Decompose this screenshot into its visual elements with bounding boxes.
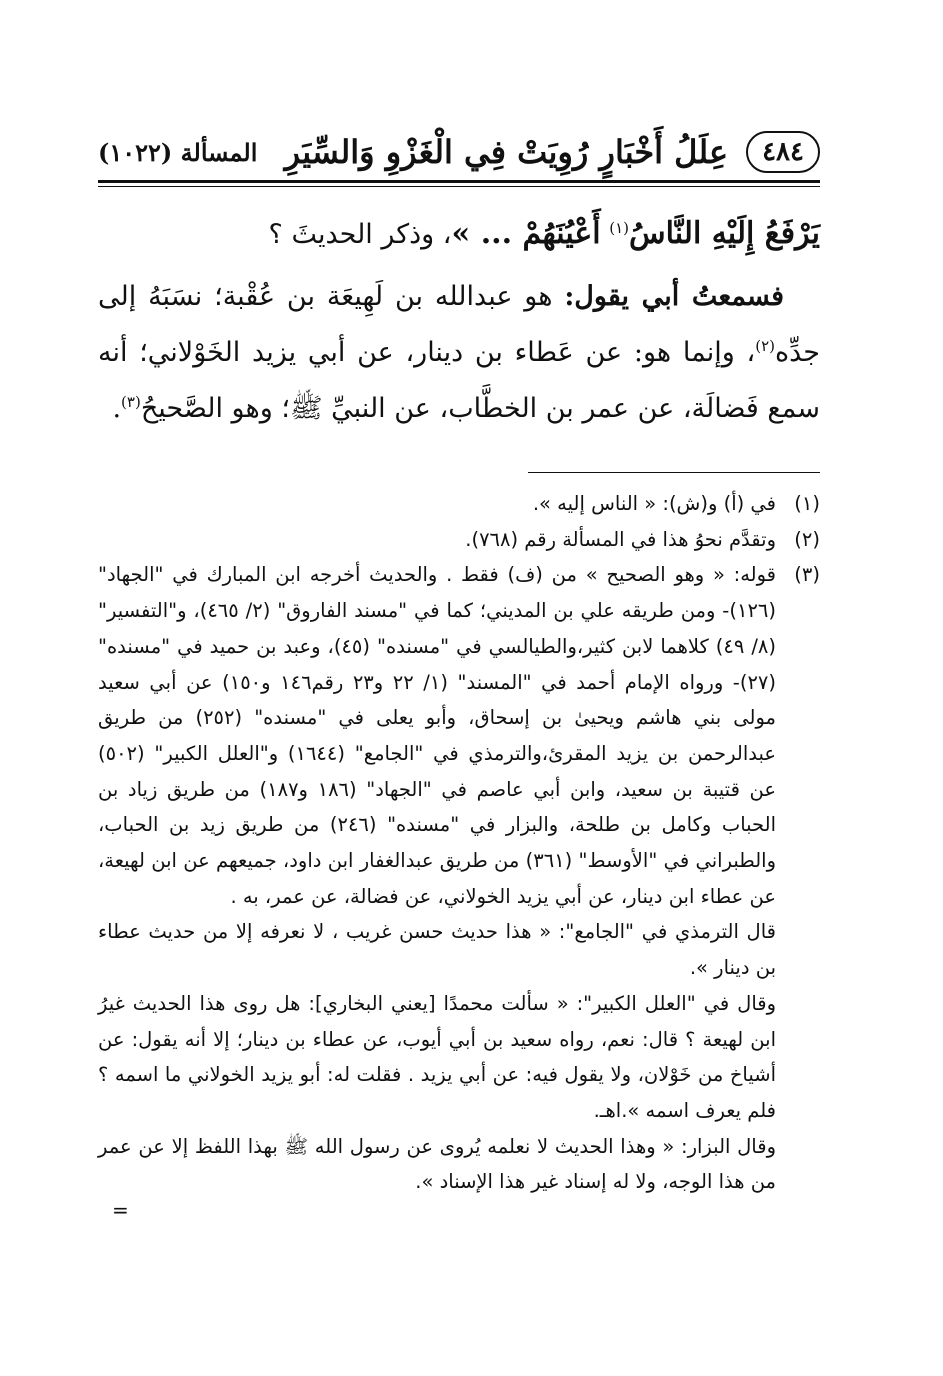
- main-paragraph-1: [98, 206, 820, 263]
- footnote-2: [98, 522, 820, 558]
- footnote-1-mark: (١): [794, 492, 820, 515]
- continuation-mark: =: [112, 1198, 129, 1223]
- footnote-2-text: وتقدَّم نحوُ هذا في المسألة رقم (٧٦٨).: [465, 527, 776, 551]
- header-rule-thick: [98, 180, 820, 183]
- paragraph-2-text-2: ، وإنما هو: عن عَطاء بن دينار، عن أبي يزيد الخَوْلاني؛ أنه سمع فَضالَة، عن عمر بن الخطَّاب، عن النبيِّ ﷺ؛ وهو الصَّحيحُ: [98, 337, 820, 424]
- footnote-ref-3: (٣): [121, 393, 141, 411]
- main-text: [98, 206, 820, 437]
- footnote-2-mark: (٢): [794, 527, 820, 551]
- page-header: [98, 128, 820, 176]
- main-paragraph-2: [98, 269, 820, 437]
- paragraph-lead: فسمعتُ أبي يقول:: [564, 281, 784, 312]
- paragraph-1-tail: ، وذكر الحديثَ ؟: [268, 219, 452, 250]
- footnote-3-paragraph-1: قوله: « وهو الصحيح » من (ف) فقط . والحديث أخرجه ابن المبارك في "الجهاد" (١٢٦)- ومن طريقه علي بن المديني؛ كما في "مسند الفاروق" (٢/ ٤٦٥)، و"التفسير" (٨/ ٤٩) كلاهما لابن كثير،والطيالسي في "مسنده" (٤٥)، وعبد بن حميد في "مسنده" (٢٧)- ورواه الإمام أحمد في "المسند" (١/ ٢٢ و٢٣ رقم١٤٦ و١٥٠) عن أبي سعيد مولى بني هاشم ويحيىٰ بن إسحاق، وأبو يعلى في "مسنده" (٢٥٢) من طريق عبدالرحمن بن يزيد المقرئ،والترمذي في "الجامع" (١٦٤٤) و"العلل الكبير" (٥٠٢) عن قتيبة بن سعيد، وابن أبي عاصم في "الجهاد" (١٨٦ و١٨٧) من طريق زياد بن الحباب وكامل بن طلحة، والبزار في "مسنده" (٢٤٦) من طريق زيد بن الحباب، والطبراني في "الأوسط" (٣٦١) من طريق عبدالغفار ابن داود، جميعهم عن ابن لهيعة، عن عطاء ابن دينار، عن أبي يزيد الخولاني، عن فضالة، عن عمر، به .: [98, 563, 776, 908]
- header-rule-thin: [98, 186, 820, 187]
- footnote-3-paragraph-2: قال الترمذي في "الجامع": « هذا حديث حسن غريب ، لا نعرفه إلا من حديث عطاء بن دينار ».: [98, 920, 776, 980]
- hadith-quote-end: أَعْيُنَهُمْ ... »: [451, 216, 601, 251]
- paragraph-2-text-1: هو عبدالله بن لَهِيعَة بن عُقْبة؛ نسَبَهُ إلى جدِّه: [98, 281, 820, 368]
- footnote-3-mark: (٣): [794, 563, 820, 587]
- footnote-3-paragraph-4: وقال البزار: « وهذا الحديث لا نعلمه يُروى عن رسول الله ﷺ بهذا اللفظ إلا عن عمر من هذا الوجه، ولا له إسناد غير هذا الإسناد ».: [98, 1134, 776, 1194]
- issue-reference: المسألة (١٠٢٢): [98, 137, 258, 167]
- footnote-separator: [528, 472, 820, 473]
- footnote-3-paragraph-3: وقال في "العلل الكبير": « سألت محمدًا [يعني البخاري]: هل روى هذا الحديث غيرُ ابن لهيعة ؟ قال: نعم، رواه سعيد بن أبي أيوب، عن عطاء بن دينار؛ إلا أنه يقول: عن أشياخ من خَوْلان، ولا يقول فيه: عن أبي يزيد . فقلت له: أبو يزيد الخولاني ما اسمه ؟ فلم يعرف اسمه ».اهـ.: [98, 991, 776, 1122]
- page-number: ٤٨٤: [746, 131, 820, 173]
- footnote-1: [98, 486, 820, 522]
- footnote-3: [98, 557, 820, 1200]
- footnotes: [98, 486, 820, 1223]
- running-title: عِلَلُ أَخْبَارٍ رُوِيَتْ فِي الْغَزْوِ وَالسِّيَرِ: [284, 133, 729, 171]
- footnote-ref-1: (١): [609, 219, 629, 237]
- footnote-1-text: في (أ) و(ش): « الناس إليه ».: [532, 492, 776, 515]
- hadith-quote: يَرْفَعُ إِلَيْهِ النَّاسُ: [628, 216, 820, 251]
- footnote-ref-2: (٢): [755, 337, 775, 355]
- paragraph-2-end: .: [112, 393, 122, 424]
